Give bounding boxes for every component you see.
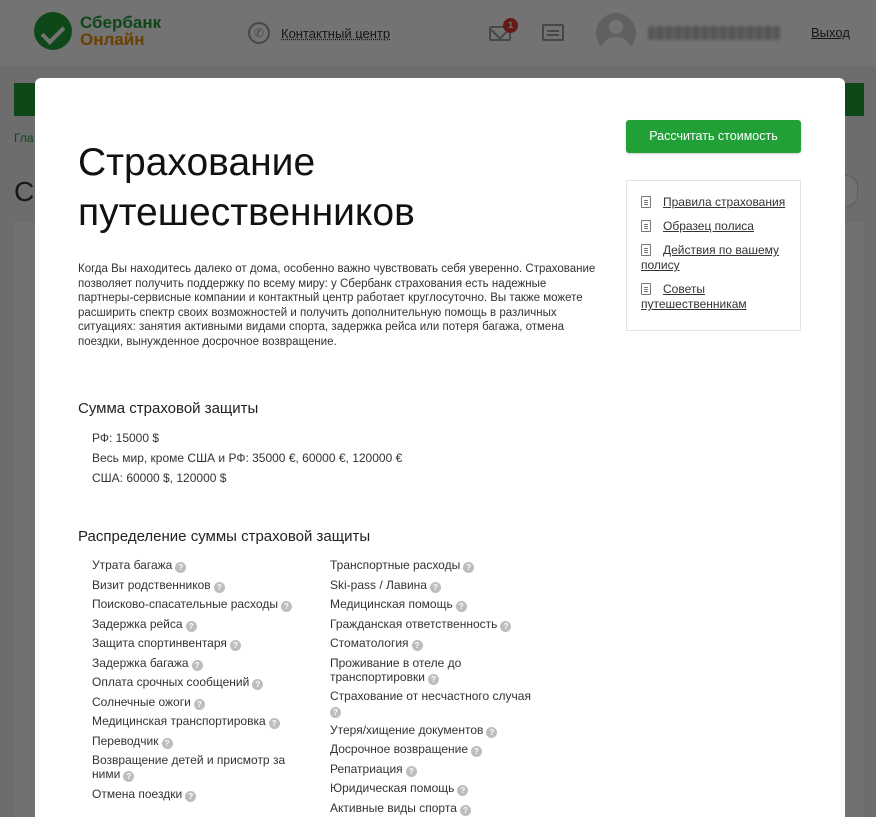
help-icon[interactable]: ?: [192, 660, 203, 671]
coverage-item: [330, 597, 550, 612]
coverage-label: Досрочное возвращение: [330, 742, 468, 756]
help-icon[interactable]: ?: [412, 640, 423, 651]
doc-item-rules[interactable]: [641, 195, 788, 210]
insurance-modal: [35, 78, 845, 817]
help-icon[interactable]: ?: [214, 582, 225, 593]
coverage-label: Поисково-спасательные расходы: [92, 597, 278, 611]
sum-heading: Сумма страховой защиты: [78, 400, 259, 417]
coverage-label: Стоматология: [330, 636, 409, 650]
help-icon[interactable]: ?: [463, 562, 474, 573]
help-icon[interactable]: ?: [471, 746, 482, 757]
help-icon[interactable]: ?: [486, 727, 497, 738]
document-icon: [641, 244, 651, 256]
coverage-list-right: [330, 558, 550, 817]
sum-item-world: Весь мир, кроме США и РФ: 35000 €, 60000 €, 120000 €: [92, 451, 403, 465]
coverage-label: Юридическая помощь: [330, 781, 455, 795]
coverage-item: [92, 636, 302, 651]
coverage-label: Медицинская транспортировка: [92, 714, 266, 728]
help-icon[interactable]: ?: [430, 582, 441, 593]
coverage-item: [330, 781, 550, 796]
sum-list: [92, 428, 402, 488]
coverage-item: [330, 689, 550, 718]
coverage-list-left: [92, 558, 302, 806]
distribution-heading: Распределение суммы страховой защиты: [78, 528, 371, 545]
help-icon[interactable]: ?: [500, 621, 511, 632]
coverage-item: [330, 558, 550, 573]
help-icon[interactable]: ?: [162, 738, 173, 749]
doc-item-tips[interactable]: [641, 282, 788, 312]
help-icon[interactable]: ?: [457, 785, 468, 796]
doc-item-actions[interactable]: [641, 243, 788, 273]
coverage-item: [92, 675, 302, 690]
coverage-item: [330, 617, 550, 632]
coverage-item: [92, 578, 302, 593]
help-icon[interactable]: ?: [281, 601, 292, 612]
coverage-label: Задержка рейса: [92, 616, 183, 631]
coverage-label: Страхование от несчастного случая: [330, 689, 531, 703]
coverage-label: Защита спортинвентаря: [92, 636, 227, 650]
help-icon[interactable]: ?: [230, 640, 241, 651]
help-icon[interactable]: ?: [330, 707, 341, 718]
coverage-label: Визит родственников: [92, 577, 211, 592]
document-icon: [641, 220, 651, 232]
coverage-label: Репатриация: [330, 761, 403, 776]
calculate-cost-button[interactable]: Рассчитать стоимость: [626, 120, 801, 153]
coverage-label: Транспортные расходы: [330, 558, 461, 572]
coverage-label: Ski-pass / Лавина: [330, 577, 427, 592]
coverage-label: Оплата срочных сообщений: [92, 675, 250, 689]
coverage-label: Медицинская помощь: [330, 597, 453, 611]
doc-link-tips[interactable]: Советы путешественникам: [641, 282, 747, 311]
help-icon[interactable]: ?: [123, 771, 134, 782]
coverage-item: [330, 762, 550, 777]
coverage-item: [330, 801, 550, 816]
coverage-item: [92, 753, 302, 782]
coverage-label: Гражданская ответственность: [330, 616, 498, 631]
coverage-item: [92, 597, 302, 612]
help-icon[interactable]: ?: [456, 601, 467, 612]
coverage-item: [92, 558, 302, 573]
coverage-item: [92, 734, 302, 749]
document-icon: [641, 283, 651, 295]
document-icon: [641, 196, 651, 208]
coverage-label: Возвращение детей и присмотр за ними: [92, 753, 286, 781]
coverage-label: Утрата багажа: [92, 558, 173, 572]
coverage-label: Солнечные ожоги: [92, 694, 191, 709]
coverage-label: Проживание в отеле до транспортировки: [330, 655, 462, 684]
coverage-label: Отмена поездки: [92, 786, 183, 801]
help-icon[interactable]: ?: [185, 791, 196, 802]
coverage-item: [330, 742, 550, 757]
intro-text: Когда Вы находитесь далеко от дома, особенно важно чувствовать себя уверенно. Страхование позволяет получить поддержку по всему миру: у Сбербанк страхования есть надежные партнеры-сервисные компании и контактный центр работает круглосуточно. Вы также можете расширить спектр своих возможностей и получить дополнительную помощь в различных ситуациях: занятия активными видами спорта, задержка рейса или потеря багажа, отмена поездки, вынужденное досрочное возвращение.: [78, 263, 596, 348]
coverage-label: Задержка багажа: [92, 655, 189, 670]
modal-title: Страхование путешественников: [78, 141, 415, 234]
doc-link-actions[interactable]: Действия по вашему полису: [641, 243, 780, 272]
doc-link-sample-policy[interactable]: Образец полиса: [663, 219, 754, 233]
documents-box: [626, 180, 801, 331]
help-icon[interactable]: ?: [269, 718, 280, 729]
coverage-label: Утеря/хищение документов: [330, 722, 484, 737]
coverage-item: [92, 617, 302, 632]
doc-link-rules[interactable]: Правила страхования: [663, 195, 786, 209]
help-icon[interactable]: ?: [406, 766, 417, 777]
coverage-item: [330, 656, 550, 685]
help-icon[interactable]: ?: [252, 679, 263, 690]
coverage-item: [92, 695, 302, 710]
coverage-label: Переводчик: [92, 733, 159, 748]
coverage-label: Активные виды спорта: [330, 800, 457, 815]
coverage-item: [330, 578, 550, 593]
sum-item-rf: РФ: 15000 $: [92, 431, 160, 445]
help-icon[interactable]: ?: [428, 674, 439, 685]
help-icon[interactable]: ?: [460, 805, 471, 816]
coverage-item: [92, 714, 302, 729]
coverage-item: [92, 656, 302, 671]
doc-item-sample-policy[interactable]: [641, 219, 788, 234]
coverage-item: [92, 787, 302, 802]
sum-item-usa: США: 60000 $, 120000 $: [92, 471, 227, 485]
help-icon[interactable]: ?: [194, 699, 205, 710]
help-icon[interactable]: ?: [175, 562, 186, 573]
help-icon[interactable]: ?: [186, 621, 197, 632]
coverage-item: [330, 636, 550, 651]
coverage-item: [330, 723, 550, 738]
